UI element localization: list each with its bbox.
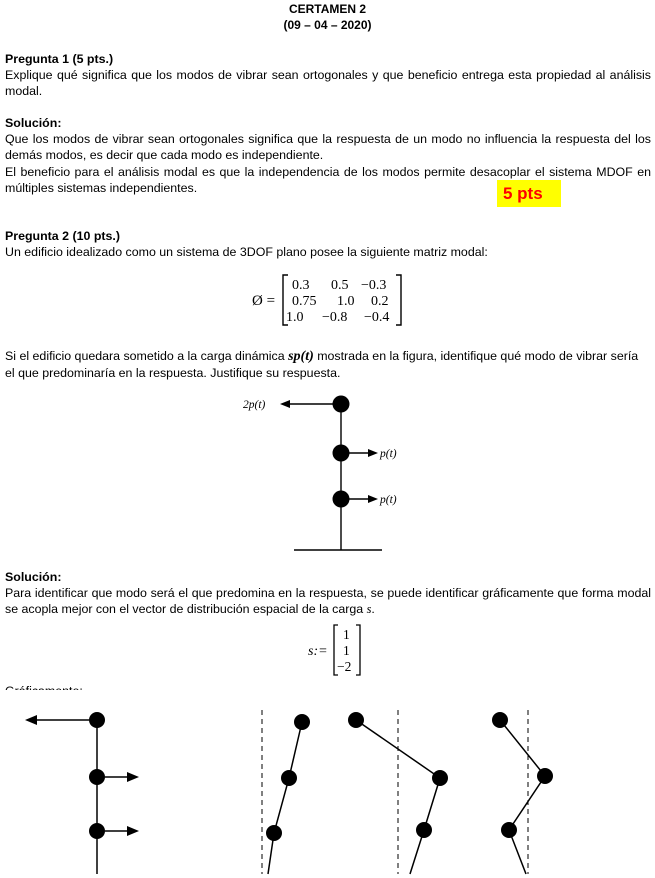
vector-symbol: s:=	[308, 644, 328, 659]
solution-1-paragraph-2: El beneficio para el análisis modal es que la independencia de los modos permite desacoplar el sistema MDOF en múltiples sistemas independientes.	[5, 165, 651, 196]
mass-middle	[333, 445, 350, 462]
question-2-heading: Pregunta 2 (10 pts.)	[5, 229, 120, 243]
matrix-cell: −0.8	[322, 310, 348, 325]
exam-date: (09 – 04 – 2020)	[283, 18, 372, 32]
matrix-cell: 0.2	[371, 294, 389, 309]
matrix-symbol: Ø =	[252, 293, 276, 309]
vector-cell: 1	[343, 643, 350, 658]
label-middle: p(t)	[380, 448, 397, 460]
question-2-text: Un edificio idealizado como un sistema de 3DOF plano posee la siguiente matriz modal:	[5, 245, 488, 259]
matrix-cell: 1.0	[337, 294, 355, 309]
vector-cell: −2	[337, 659, 352, 674]
load-vector	[308, 622, 368, 682]
question-2-text-2b: mostrada en la figura, identifique qué modo de vibrar sería el que predominaría en la respuesta. Justifique su respuesta.	[5, 349, 639, 381]
question-1-heading: Pregunta 1 (5 pts.)	[5, 52, 114, 66]
mass-top	[333, 396, 350, 413]
matrix-cell: 1.0	[286, 310, 304, 325]
solution-1-paragraph-1: Que los modos de vibrar sean ortogonales significa que la respuesta de un modo no influencia la respuesta del los demás modos, es decir que cada modo es independiente.	[5, 132, 651, 163]
matrix-cell: 0.75	[292, 294, 317, 309]
solution-2-text-a: Para identificar que modo será el que predomina en la respuesta, se puede identificar gráficamente que forma modal se acopla mejor con el vector de distribución espacial de la carga	[5, 586, 651, 617]
matrix-cell: 0.3	[292, 278, 310, 293]
vector-cell: 1	[343, 627, 350, 642]
exam-title: CERTAMEN 2	[288, 2, 367, 16]
matrix-cell: −0.3	[361, 278, 387, 293]
load-vector-symbol: s	[366, 602, 372, 617]
question-1-text: Explique qué significa que los modos de vibrar sean ortogonales y que beneficio entrega esta propiedad al análisis modal.	[5, 68, 651, 99]
mass-bottom	[333, 491, 350, 508]
load-figure	[236, 392, 432, 564]
label-top: 2p(t)	[243, 399, 266, 411]
mode-shapes-figure	[0, 690, 600, 878]
solution-1-heading: Solución:	[5, 116, 62, 130]
label-bottom: p(t)	[380, 494, 397, 506]
cut-off-caption	[5, 680, 135, 690]
vector-right-bracket	[356, 625, 360, 675]
solution-2-heading: Solución:	[5, 570, 62, 584]
question-2-text-2a: Si el edificio quedara sometido a la carga dinámica	[5, 349, 289, 363]
question-2-text-2	[5, 348, 651, 382]
score-badge: 5 pts	[497, 180, 561, 207]
load-function: sp(t)	[288, 349, 314, 364]
modal-matrix	[252, 272, 412, 332]
solution-2-text-b: .	[371, 602, 375, 617]
matrix-right-bracket	[396, 275, 401, 325]
matrix-cell: 0.5	[331, 278, 349, 293]
matrix-cell: −0.4	[364, 310, 390, 325]
solution-2-text	[5, 585, 651, 618]
